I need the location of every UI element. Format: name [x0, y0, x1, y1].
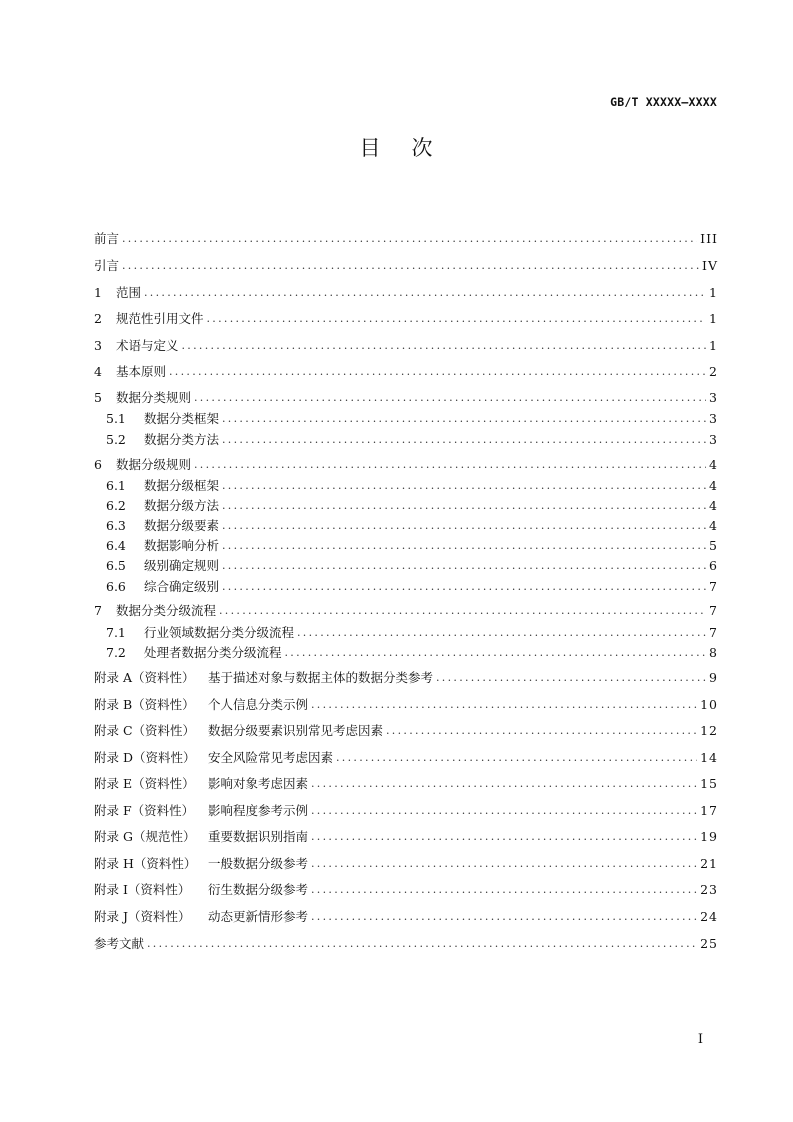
- title-char-1: 目: [359, 136, 382, 160]
- toc-page: 5: [709, 538, 718, 553]
- toc-entry-5-2[interactable]: [94, 430, 718, 448]
- toc-label: 衍生数据分级参考: [208, 882, 309, 897]
- toc-entry-appendix-j[interactable]: [94, 907, 718, 925]
- toc-entry-5[interactable]: [94, 388, 718, 406]
- toc-number: 7: [94, 603, 102, 618]
- toc-entry-appendix-f[interactable]: [94, 801, 718, 819]
- toc-label: 安全风险常见考虑因素: [208, 750, 334, 765]
- toc-number: 6.5: [106, 558, 126, 573]
- toc-entry-appendix-g[interactable]: [94, 827, 718, 845]
- toc-label: 级别确定规则: [144, 558, 220, 573]
- toc-page: 7: [709, 625, 718, 640]
- toc-page: 1: [709, 285, 718, 300]
- toc-leader: [222, 558, 706, 574]
- toc-leader: [122, 231, 697, 247]
- toc-entry-6-3[interactable]: [94, 516, 718, 534]
- toc-label: 个人信息分类示例: [208, 697, 309, 712]
- toc-entry-6[interactable]: [94, 455, 718, 473]
- toc-number: 附录 B（资料性）: [94, 697, 195, 712]
- toc-entry-1[interactable]: [94, 283, 718, 301]
- toc-leader: [386, 723, 697, 739]
- toc-leader: [311, 776, 697, 792]
- toc-number: 附录 I（资料性）: [94, 882, 191, 897]
- toc-leader: [436, 670, 706, 686]
- toc-leader: [297, 625, 706, 641]
- toc-label: 动态更新情形参考: [208, 909, 309, 924]
- toc-leader: [169, 364, 706, 380]
- toc-leader: [222, 478, 706, 494]
- toc-page: 1: [709, 311, 718, 326]
- toc-label: 数据分类框架: [144, 411, 220, 426]
- toc-label: 数据分级要素: [144, 518, 220, 533]
- toc-leader: [147, 936, 697, 952]
- toc-page: 15: [700, 776, 718, 791]
- toc-leader: [311, 829, 697, 845]
- toc-entry-3[interactable]: [94, 336, 718, 354]
- toc-page: 25: [700, 936, 718, 951]
- toc-entry-appendix-c[interactable]: [94, 721, 718, 739]
- toc-page: 3: [709, 390, 718, 405]
- toc-leader: [311, 909, 697, 925]
- toc-leader: [219, 603, 706, 619]
- toc-entry-4[interactable]: [94, 362, 718, 380]
- toc-entry-2[interactable]: [94, 309, 718, 327]
- toc-entry-appendix-h[interactable]: [94, 854, 718, 872]
- toc-leader: [222, 498, 706, 514]
- toc-number: 3: [94, 338, 102, 353]
- toc-entry-6-4[interactable]: [94, 536, 718, 554]
- toc-entry-foreword[interactable]: [94, 229, 718, 247]
- toc-page: 4: [709, 478, 718, 493]
- toc-leader: [311, 697, 697, 713]
- toc-number: 2: [94, 311, 102, 326]
- toc-label: 影响程度参考示例: [208, 803, 309, 818]
- toc-page: 10: [700, 697, 718, 712]
- toc-label: 基于描述对象与数据主体的数据分类参考: [208, 670, 434, 685]
- toc-number: 5.2: [106, 432, 126, 447]
- toc-leader: [222, 411, 706, 427]
- toc-page: 21: [700, 856, 718, 871]
- toc-page: 8: [709, 645, 718, 660]
- toc-page: 3: [709, 432, 718, 447]
- toc-label: 术语与定义: [116, 338, 179, 353]
- toc-leader: [311, 856, 697, 872]
- toc-entry-references[interactable]: [94, 934, 718, 952]
- toc-label: 处理者数据分类分级流程: [144, 645, 282, 660]
- toc-page: IV: [702, 258, 718, 273]
- toc-label: 范围: [116, 285, 142, 300]
- toc-entry-appendix-e[interactable]: [94, 774, 718, 792]
- toc-label: 一般数据分级参考: [208, 856, 309, 871]
- toc-leader: [144, 285, 706, 301]
- toc-entry-7-2[interactable]: [94, 643, 718, 661]
- toc-page: 4: [709, 518, 718, 533]
- toc-number: 附录 J（资料性）: [94, 909, 191, 924]
- toc-label: 引言: [94, 258, 120, 273]
- toc-leader: [182, 338, 707, 354]
- toc-page: 2: [709, 364, 718, 379]
- toc-number: 6.4: [106, 538, 126, 553]
- toc-number: 附录 H（资料性）: [94, 856, 197, 871]
- toc-number: 7.1: [106, 625, 126, 640]
- toc-leader: [222, 432, 706, 448]
- toc-entry-appendix-d[interactable]: [94, 748, 718, 766]
- toc-leader: [207, 311, 707, 327]
- toc-page: 7: [709, 603, 718, 618]
- standard-code: GB/T XXXXX—XXXX: [610, 95, 717, 109]
- toc-label: 参考文献: [94, 936, 145, 951]
- toc-page: 6: [709, 558, 718, 573]
- toc-label: 前言: [94, 231, 120, 246]
- toc-leader: [285, 645, 707, 661]
- toc-page: 19: [700, 829, 718, 844]
- toc-page: 24: [700, 909, 718, 924]
- toc-number: 6.2: [106, 498, 126, 513]
- toc-label: 数据分级方法: [144, 498, 220, 513]
- toc-page: 3: [709, 411, 718, 426]
- toc-entry-appendix-a[interactable]: [94, 668, 718, 686]
- toc-page: 12: [700, 723, 718, 738]
- toc-entry-6-2[interactable]: [94, 496, 718, 514]
- toc-leader: [194, 457, 706, 473]
- toc-label: 数据分级规则: [116, 457, 192, 472]
- toc-label: 规范性引用文件: [116, 311, 204, 326]
- toc-entry-appendix-b[interactable]: [94, 695, 718, 713]
- toc-page: 23: [700, 882, 718, 897]
- toc-page: 4: [709, 498, 718, 513]
- toc-label: 数据分级框架: [144, 478, 220, 493]
- toc-page: 4: [709, 457, 718, 472]
- toc-page: 14: [700, 750, 718, 765]
- toc-number: 6.1: [106, 478, 126, 493]
- toc-number: 1: [94, 285, 102, 300]
- title-char-2: 次: [411, 136, 434, 160]
- toc-label: 基本原则: [116, 364, 167, 379]
- toc-number: 附录 G（规范性）: [94, 829, 196, 844]
- toc-page: 7: [709, 579, 718, 594]
- toc-number: 附录 E（资料性）: [94, 776, 195, 791]
- toc-page: 17: [700, 803, 718, 818]
- toc-label: 数据分级要素识别常见考虑因素: [208, 723, 384, 738]
- toc-entry-6-5[interactable]: [94, 556, 718, 574]
- toc-label: 影响对象考虑因素: [208, 776, 309, 791]
- toc-leader: [222, 518, 706, 534]
- toc-label: 行业领域数据分类分级流程: [144, 625, 295, 640]
- toc-number: 6.3: [106, 518, 126, 533]
- toc-leader: [336, 750, 697, 766]
- toc-page: 9: [709, 670, 718, 685]
- toc-entry-7[interactable]: [94, 601, 718, 619]
- toc-leader: [222, 538, 706, 554]
- toc-leader: [311, 803, 697, 819]
- toc-entry-6-1[interactable]: [94, 476, 718, 494]
- toc-number: 4: [94, 364, 102, 379]
- page-title: [0, 132, 793, 162]
- toc-label: 数据影响分析: [144, 538, 220, 553]
- toc-number: 6: [94, 457, 102, 472]
- toc-number: 6.6: [106, 579, 126, 594]
- toc-entry-7-1[interactable]: [94, 623, 718, 641]
- toc-leader: [222, 579, 706, 595]
- toc-leader: [311, 882, 697, 898]
- toc-label: 重要数据识别指南: [208, 829, 309, 844]
- toc-number: 7.2: [106, 645, 126, 660]
- toc-leader: [194, 390, 706, 406]
- toc-entry-introduction[interactable]: [94, 256, 718, 274]
- toc-label: 数据分类分级流程: [116, 603, 217, 618]
- toc-page: III: [700, 231, 718, 246]
- toc-number: 附录 F（资料性）: [94, 803, 195, 818]
- toc-number: 附录 D（资料性）: [94, 750, 196, 765]
- toc-label: 综合确定级别: [144, 579, 220, 594]
- toc-entry-appendix-i[interactable]: [94, 880, 718, 898]
- toc-label: 数据分类规则: [116, 390, 192, 405]
- toc-label: 数据分类方法: [144, 432, 220, 447]
- toc-number: 附录 A（资料性）: [94, 670, 195, 685]
- toc-number: 5.1: [106, 411, 126, 426]
- page-number: I: [697, 1032, 703, 1047]
- toc-number: 附录 C（资料性）: [94, 723, 196, 738]
- toc-leader: [122, 258, 699, 274]
- toc-number: 5: [94, 390, 102, 405]
- toc-entry-5-1[interactable]: [94, 409, 718, 427]
- toc-entry-6-6[interactable]: [94, 577, 718, 595]
- toc-page: 1: [709, 338, 718, 353]
